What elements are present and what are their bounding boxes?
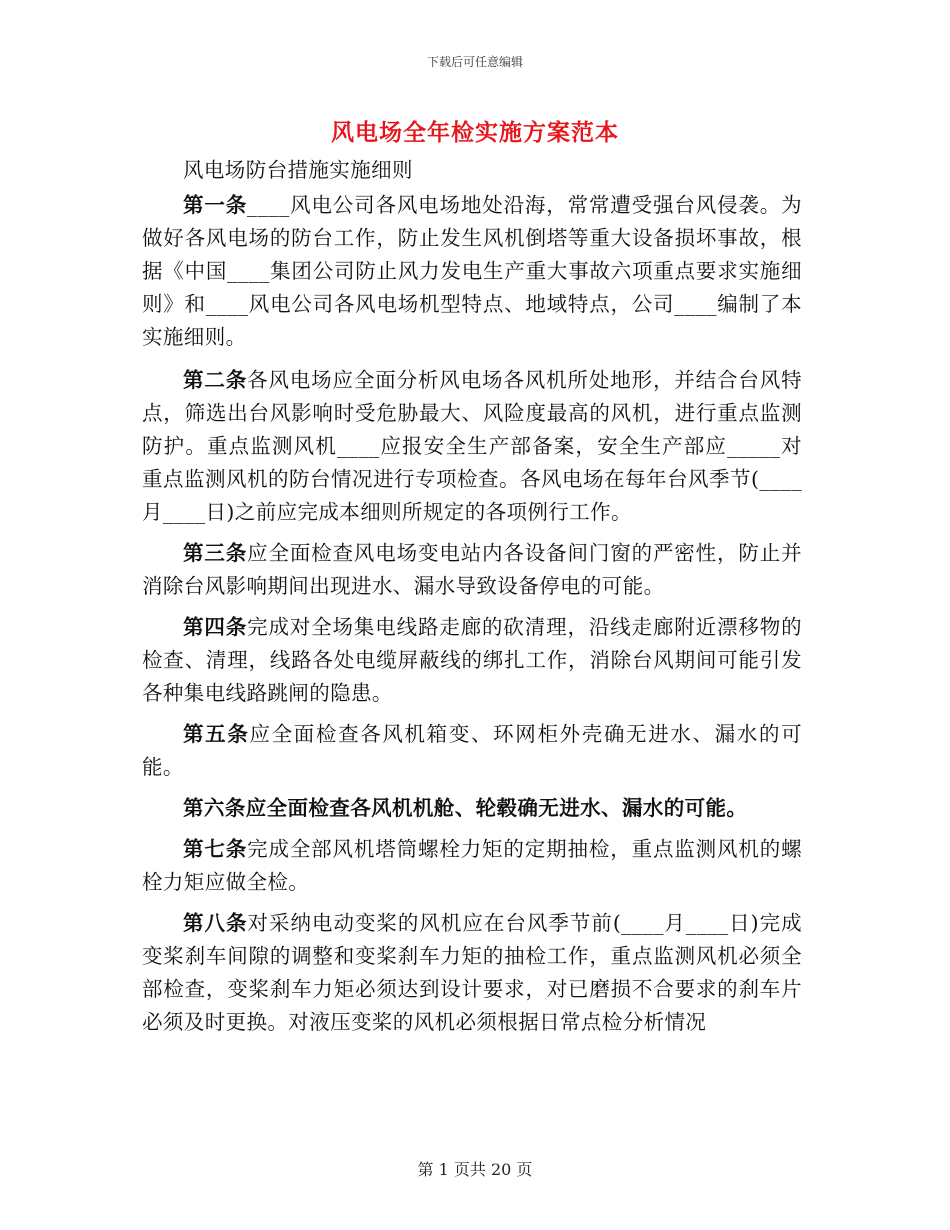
article-text: ____风电公司各风电场地处沿海，常常遭受强台风侵袭。为做好各风电场的防台工作，防止发生风机倒塔等重大设备损坏事故，根据《中国____集团公司防止风力发电生产重大事故六项重点要求实施细则》和____风电公司各风电场机型特点、地域特点，公司____编制了本实施细则。 — [142, 193, 802, 349]
article-3 — [142, 537, 802, 603]
article-text: 应全面检查风电场变电站内各设备间门窗的严密性，防止并消除台风影响期间出现进水、漏水导致设备停电的可能。 — [142, 541, 803, 598]
article-label: 第四条 — [183, 615, 248, 639]
article-label: 第一条 — [183, 193, 248, 217]
article-text: 应全面检查各风机箱变、环网柜外壳确无进水、漏水的可能。 — [142, 722, 803, 779]
document-body — [142, 154, 802, 1047]
document-subtitle: 风电场防台措施实施细则 — [183, 158, 413, 182]
article-8 — [142, 907, 802, 1039]
article-1 — [142, 189, 802, 354]
article-text: 完成全部风机塔筒螺栓力矩的定期抽检，重点监测风机的螺栓力矩应做全检。 — [142, 837, 803, 894]
article-text: 各风电场应全面分析风电场各风机所处地形，并结合台风特点，筛选出台风影响时受危胁最大、风险度最高的风机，进行重点监测防护。重点监测风机____应报安全生产部备案，安全生产部应_____对重点监测风机的防台情况进行专项检查。各风电场在每年台风季节(____月____日)之前应完成本细则所规定的各项例行工作。 — [142, 368, 803, 524]
article-label: 第六条 — [183, 796, 246, 820]
document-title: 风电场全年检实施方案范本 — [331, 119, 619, 146]
article-7 — [142, 833, 802, 899]
article-text: 对采纳电动变桨的风机应在台风季节前(____月____日)完成变桨刹车间隙的调整和变桨刹车力矩的抽检工作，重点监测风机必须全部检查，变桨刹车力矩必须达到设计要求，对已磨损不合要求的刹车片必须及时更换。对液压变桨的风机必须根据日常点检分析情况 — [142, 911, 802, 1034]
article-label: 第五条 — [183, 722, 250, 746]
article-label: 第七条 — [183, 837, 248, 861]
article-4 — [142, 611, 802, 710]
article-5 — [142, 718, 802, 784]
article-label: 第八条 — [183, 911, 248, 935]
page-footer: 第 1 页共 20 页 — [417, 1160, 533, 1179]
article-text: 完成对全场集电线路走廊的砍清理，沿线走廊附近漂移物的检查、清理，线路各处电缆屏蔽线的绑扎工作，消除台风期间可能引发各种集电线路跳闸的隐患。 — [142, 615, 803, 705]
article-label: 第三条 — [183, 541, 248, 565]
article-text: 应全面检查各风机机舱、轮毂确无进水、漏水的可能。 — [245, 796, 748, 820]
article-label: 第二条 — [183, 368, 248, 392]
article-6 — [142, 792, 802, 825]
article-2 — [142, 364, 802, 529]
header-note: 下载后可任意编辑 — [426, 55, 523, 69]
